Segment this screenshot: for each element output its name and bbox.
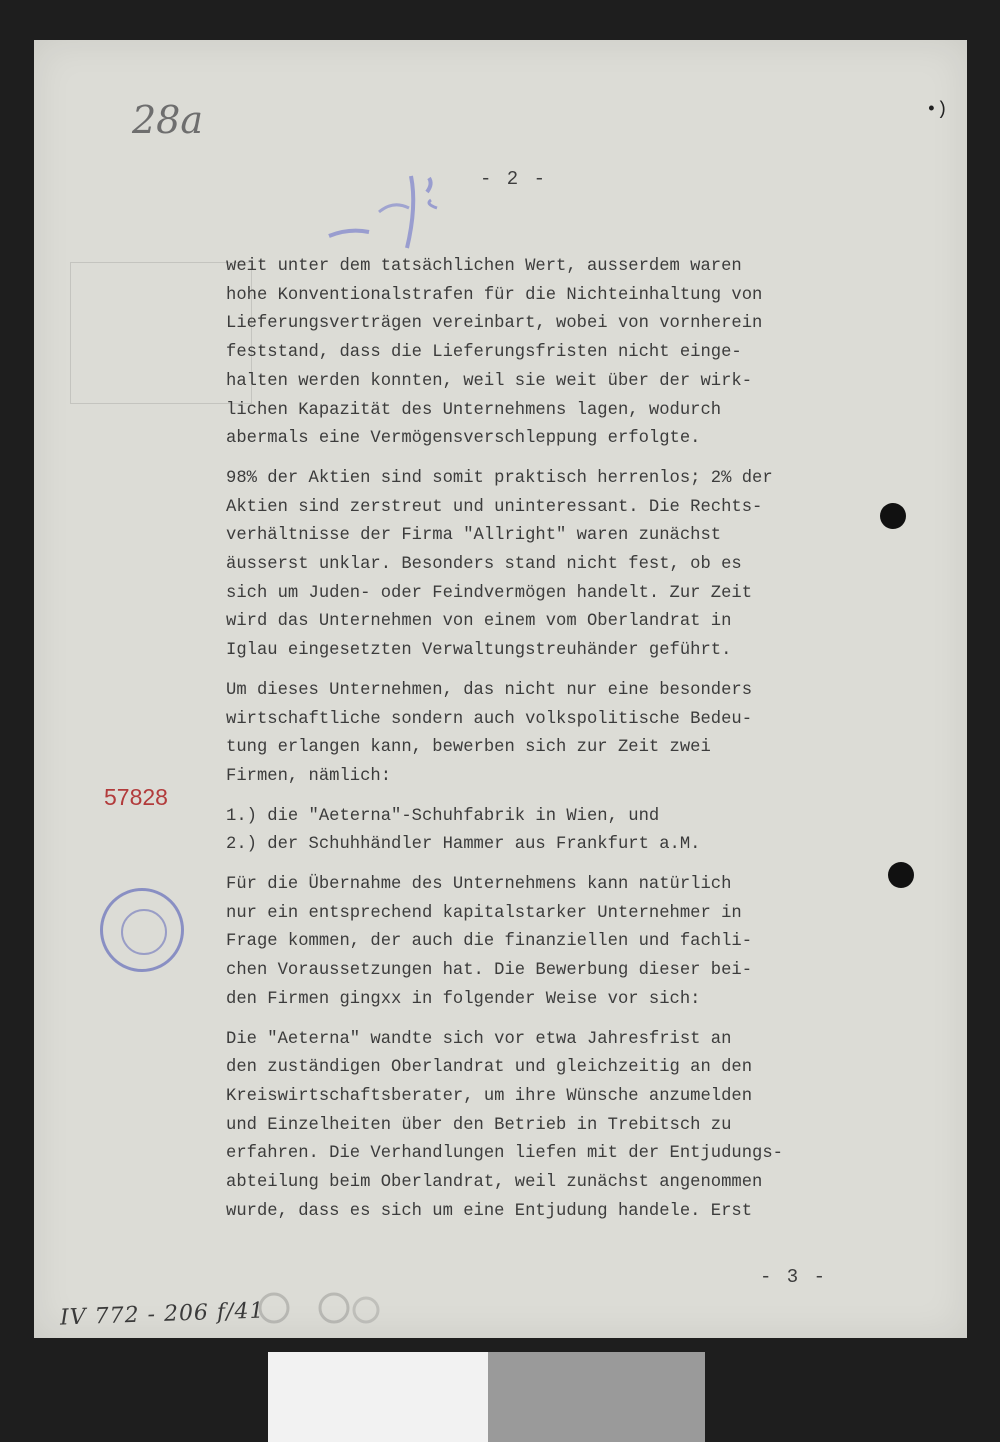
round-ministry-seal: [100, 888, 184, 972]
list-item: 2.) der Schuhhändler Hammer aus Frankfurt a.M.: [226, 835, 701, 855]
text-line: nur ein entsprechend kapitalstarker Unternehmer in: [226, 903, 742, 923]
red-number-stamp: 57828: [104, 784, 168, 810]
blue-pencil-marks: [319, 158, 459, 258]
paragraph-4: [226, 871, 906, 1015]
faded-stamp-marks: [254, 1288, 384, 1328]
text-line: Aktien sind zerstreut und uninteressant. Die Rechts-: [226, 497, 763, 517]
text-line: wurde, dass es sich um eine Entjudung handele. Erst: [226, 1201, 753, 1221]
text-line: weit unter dem tatsächlichen Wert, ausserdem waren: [226, 257, 742, 276]
paragraph-2: [226, 465, 906, 666]
text-line: 98% der Aktien sind somit praktisch herrenlos; 2% der: [226, 468, 773, 488]
punch-hole: [888, 862, 914, 888]
text-line: Für die Übernahme des Unternehmens kann natürlich: [226, 875, 732, 895]
text-line: Um dieses Unternehmen, das nicht nur eine besonders: [226, 680, 753, 700]
text-line: chen Voraussetzungen hat. Die Bewerbung dieser bei-: [226, 961, 753, 981]
paragraph-5: [226, 1026, 906, 1227]
text-line: den zuständigen Oberlandrat und gleichzeitig an den: [226, 1058, 753, 1078]
text-line: Iglau eingesetzten Verwaltungstreuhänder geführt.: [226, 641, 732, 661]
next-page-marker: - 3 -: [760, 1266, 828, 1288]
text-line: den Firmen gingxx in folgender Weise vor sich:: [226, 989, 701, 1009]
scan-calibration-white: [268, 1352, 488, 1442]
text-line: abteilung beim Oberlandrat, weil zunächst angenommen: [226, 1173, 763, 1193]
paper-sheet: [34, 40, 967, 1338]
text-line: verhältnisse der Firma "Allright" waren zunächst: [226, 526, 722, 546]
list-item: 1.) die "Aeterna"-Schuhfabrik in Wien, und: [226, 806, 660, 826]
margin-tick-mark: •): [926, 100, 948, 120]
text-line: erfahren. Die Verhandlungen liefen mit der Entjudungs-: [226, 1144, 783, 1164]
handwritten-folio-number: 28a: [132, 98, 204, 142]
text-line: halten werden konnten, weil sie weit über der wirk-: [226, 371, 753, 391]
scan-calibration-grey: [488, 1352, 705, 1442]
text-line: tung erlangen kann, bewerben sich zur Zeit zwei: [226, 738, 711, 758]
text-line: Frage kommen, der auch die finanziellen und fachli-: [226, 932, 753, 952]
text-line: lichen Kapazität des Unternehmens lagen, wodurch: [226, 400, 722, 420]
text-line: Kreiswirtschaftsberater, um ihre Wünsche anzumelden: [226, 1086, 753, 1106]
firm-list: [226, 803, 906, 860]
text-line: Firmen, nämlich:: [226, 766, 392, 786]
text-line: hohe Konventionalstrafen für die Nichteinhaltung von: [226, 285, 763, 305]
typed-body: [226, 253, 906, 1238]
bleed-through-frame: [70, 262, 252, 404]
text-line: äusserst unklar. Besonders stand nicht fest, ob es: [226, 555, 742, 575]
text-line: Lieferungsverträgen vereinbart, wobei von vornherein: [226, 314, 763, 334]
text-line: sich um Juden- oder Feindvermögen handelt. Zur Zeit: [226, 583, 753, 603]
paragraph-3: [226, 677, 906, 792]
text-line: wirtschaftliche sondern auch volkspolitische Bedeu-: [226, 709, 753, 729]
punch-hole: [880, 503, 906, 529]
text-line: wird das Unternehmen von einem vom Oberlandrat in: [226, 612, 732, 632]
paragraph-1: [226, 253, 906, 454]
text-line: Die "Aeterna" wandte sich vor etwa Jahresfrist an: [226, 1029, 732, 1049]
text-line: abermals eine Vermögensverschleppung erfolgte.: [226, 429, 701, 449]
page-number: - 2 -: [480, 168, 548, 190]
text-line: feststand, dass die Lieferungsfristen nicht einge-: [226, 343, 742, 363]
text-line: und Einzelheiten über den Betrieb in Trebitsch zu: [226, 1115, 732, 1135]
handwritten-file-reference: IV 772 - 206 f/41: [59, 1298, 265, 1331]
